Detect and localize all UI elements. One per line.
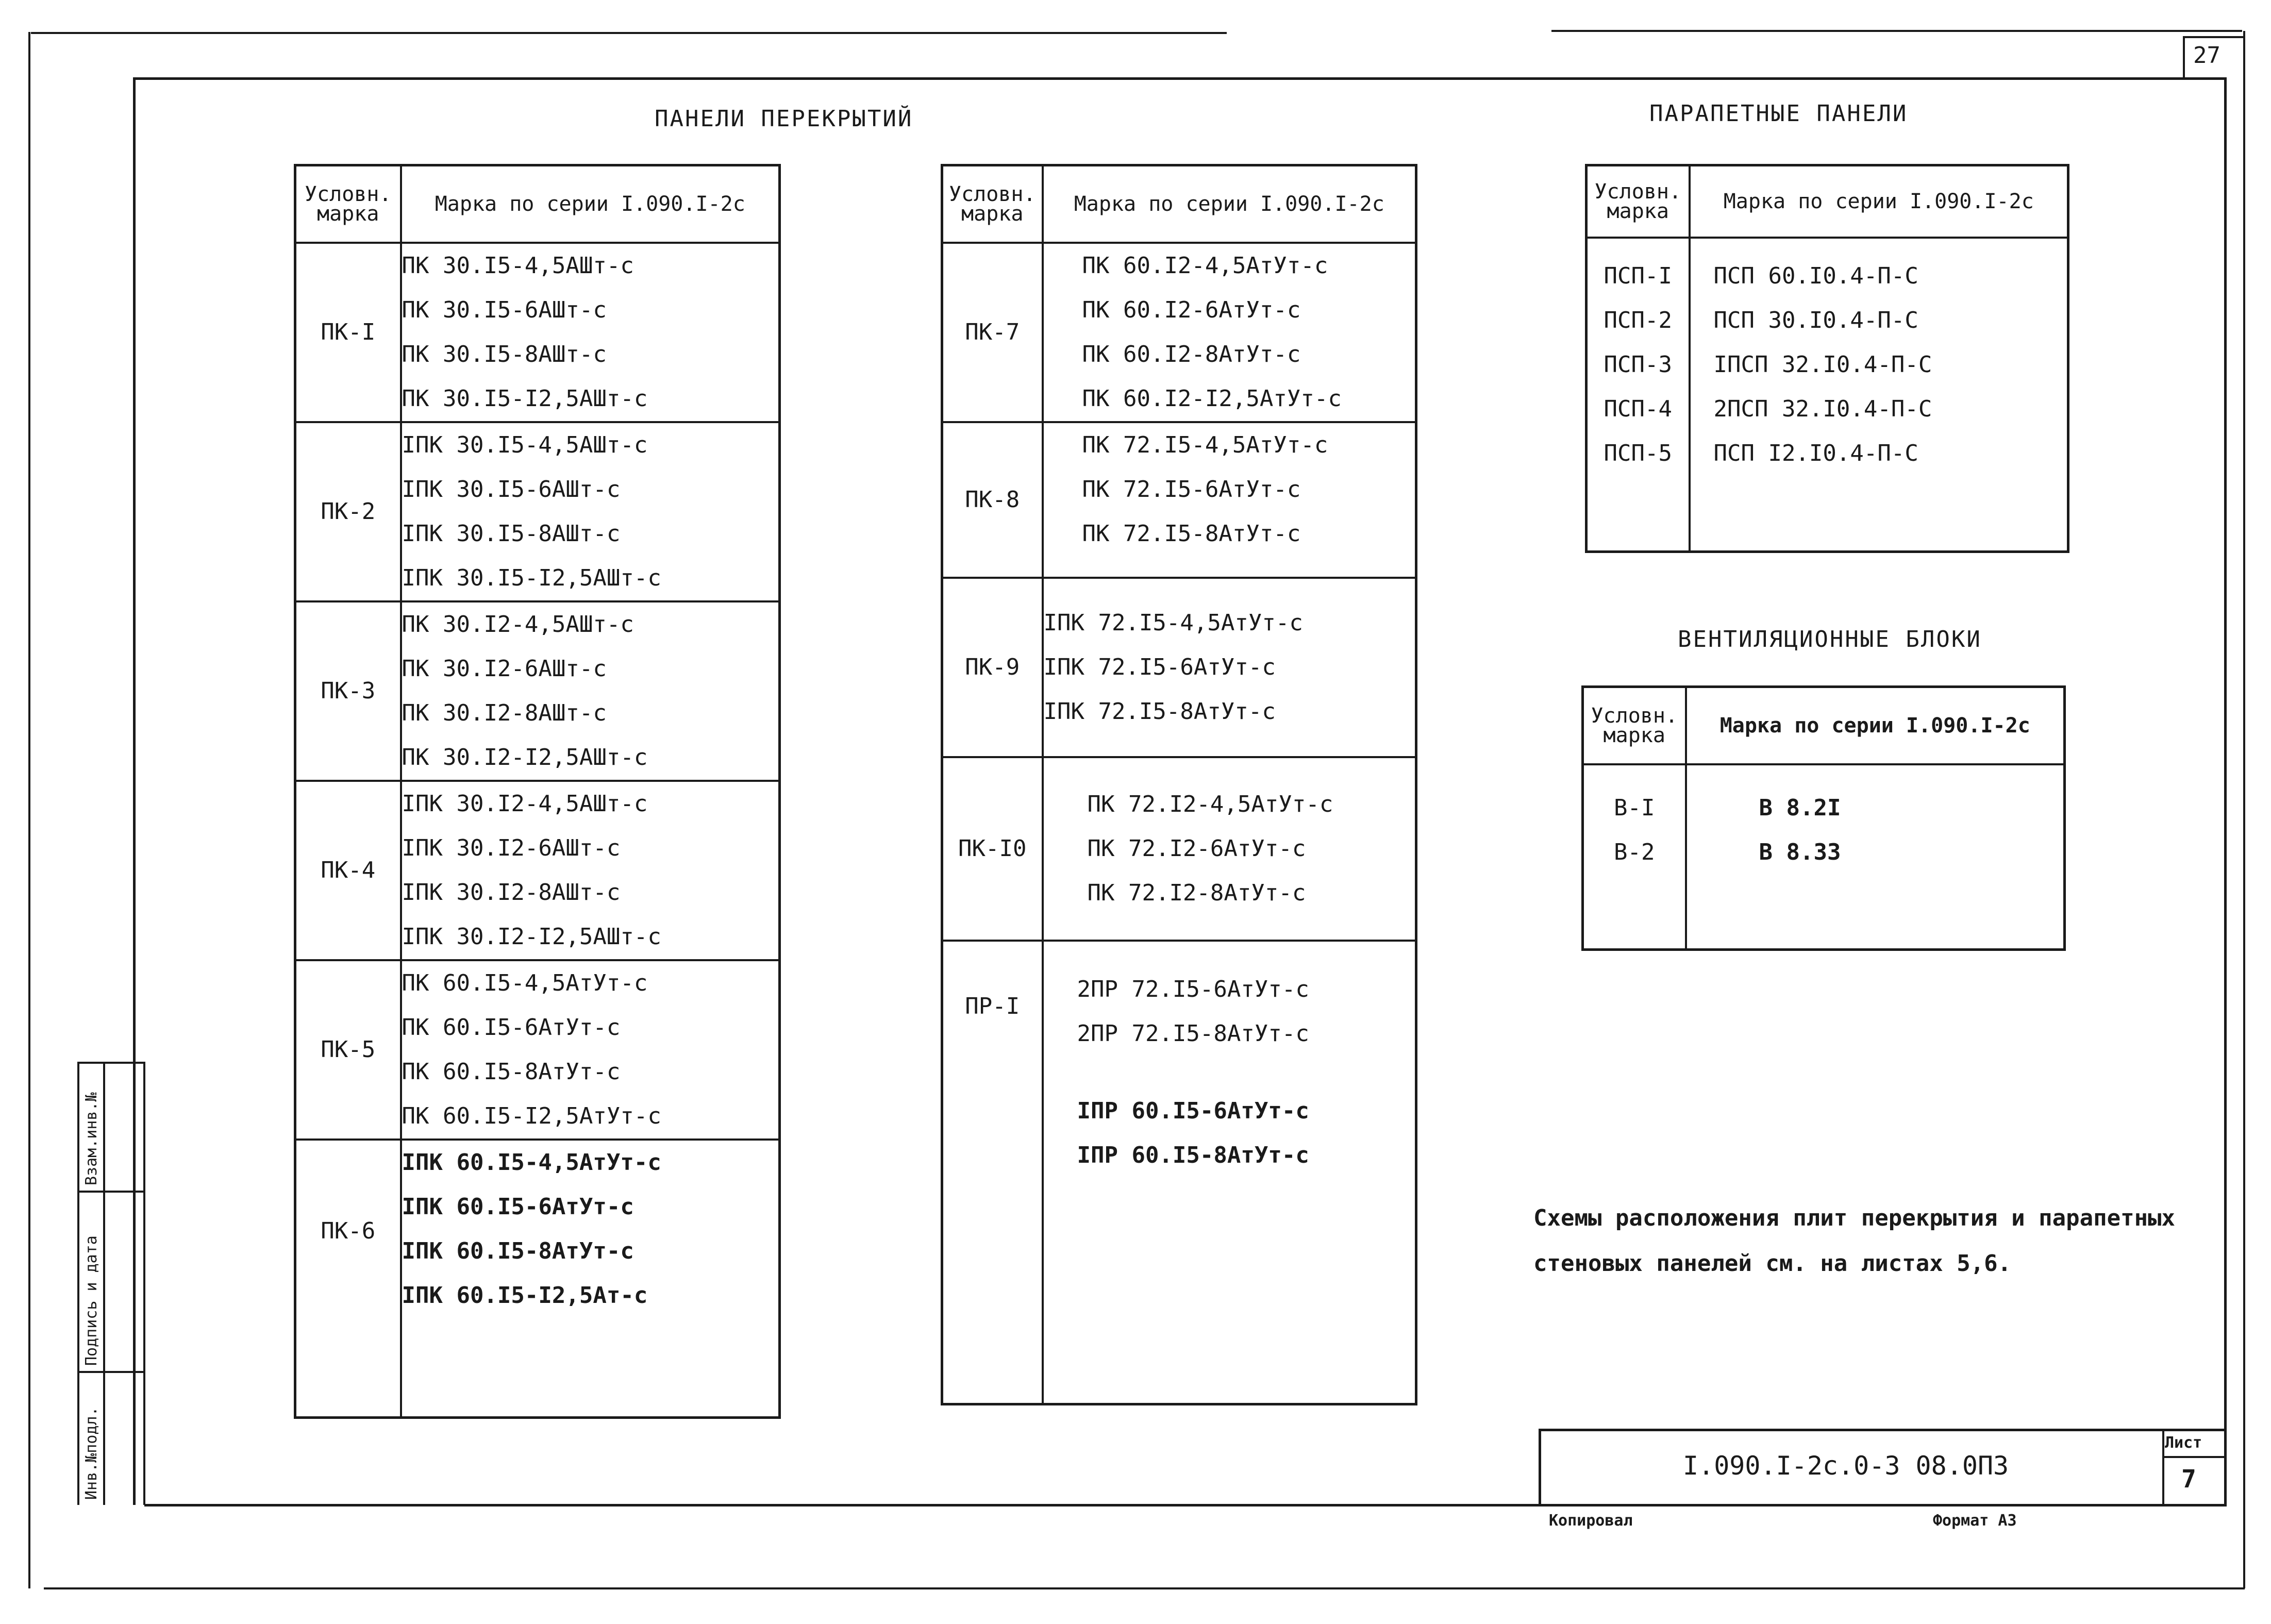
header-cond-mark: Условн. марка xyxy=(1583,687,1686,764)
list-item: IПК 30.I2-8АШт-с xyxy=(402,879,621,906)
list-item: В 8.33 xyxy=(1759,839,1841,865)
list-item: IПР 60.I5-8АтУт-с xyxy=(1077,1142,1309,1168)
list-item: IПК 30.I5-4,5АШт-с xyxy=(402,431,648,458)
table-row xyxy=(942,243,1416,422)
header-cond-mark: Условн. марка xyxy=(1587,165,1690,238)
drawing-code: I.090.I-2с.0-3 08.0ПЗ xyxy=(1683,1451,2009,1481)
table-row xyxy=(1587,238,2068,552)
header-series-mark: Марка по серии I.090.I-2с xyxy=(1686,687,2065,764)
list-item: IПК 30.I5-I2,5АШт-с xyxy=(402,564,661,591)
table-row xyxy=(942,941,1416,1404)
list-item: IПК 72.I5-4,5АтУт-с xyxy=(1043,609,1303,636)
list-item: ПК 30.I2-I2,5АШт-с xyxy=(402,744,648,771)
inv-orig-label: Инв.№подл. xyxy=(82,1407,101,1500)
list-item: ПК 72.I2-6АтУт-с xyxy=(1087,835,1306,862)
row-mark: ПСП-3 xyxy=(1604,351,1672,378)
list-item: IПР 60.I5-6АтУт-с xyxy=(1077,1097,1309,1124)
list-item: ПК 60.I2-4,5АтУт-с xyxy=(1082,252,1328,279)
header-series-mark: Марка по серии I.090.I-2с xyxy=(401,165,780,243)
row-mark: ПК-6 xyxy=(295,1140,401,1418)
list-item: ПСП 30.I0.4-П-С xyxy=(1713,307,1918,333)
list-item: IПК 30.I2-4,5АШт-с xyxy=(402,790,648,817)
list-item: ПК 72.I5-8АтУт-с xyxy=(1082,520,1301,547)
table-row xyxy=(942,578,1416,757)
table-row xyxy=(295,422,780,601)
list-item: IПК 72.I5-8АтУт-с xyxy=(1043,698,1276,725)
list-item: 2ПР 72.I5-6АтУт-с xyxy=(1077,976,1309,1002)
list-item: ПК 60.I5-6АтУт-с xyxy=(402,1014,621,1041)
format-label: Формат А3 xyxy=(1933,1512,2017,1530)
list-item: ПК 60.I5-4,5АтУт-с xyxy=(402,969,648,996)
list-item: ПК 60.I2-6АтУт-с xyxy=(1082,296,1301,323)
list-item: 2ПР 72.I5-8АтУт-с xyxy=(1077,1020,1309,1047)
list-item: ПК 60.I5-I2,5АтУт-с xyxy=(402,1102,661,1129)
header-series-mark: Марка по серии I.090.I-2с xyxy=(1690,165,2068,238)
row-mark: ПК-I0 xyxy=(942,757,1043,941)
list-item: ПК 30.I5-8АШт-с xyxy=(402,341,607,367)
list-item: IПК 30.I5-8АШт-с xyxy=(402,520,621,547)
note-line-2: стеновых панелей см. на листах 5,6. xyxy=(1533,1250,2012,1277)
header-cond-mark: Условн. марка xyxy=(942,165,1043,243)
list-item: ПК 60.I5-8АтУт-с xyxy=(402,1058,621,1085)
sheet-number-top: 27 xyxy=(2193,42,2220,69)
table-row xyxy=(942,757,1416,941)
row-mark: ПК-9 xyxy=(942,578,1043,757)
row-mark: ПК-7 xyxy=(942,243,1043,422)
list-item: IПК 60.I5-I2,5Ат-с xyxy=(402,1282,648,1309)
list-item: IПСП 32.I0.4-П-С xyxy=(1713,351,1932,378)
list-item: ПСП 60.I0.4-П-С xyxy=(1713,262,1918,289)
row-mark: ПК-4 xyxy=(295,781,401,960)
parapet-table xyxy=(1585,164,2069,553)
note-line-1: Схемы расположения плит перекрытия и парапетных xyxy=(1533,1205,2176,1231)
row-mark: ПСП-5 xyxy=(1604,440,1672,466)
list-item: ПК 30.I5-I2,5АШт-с xyxy=(402,385,648,412)
list-item: IПК 30.I2-6АШт-с xyxy=(402,834,621,861)
table-row xyxy=(295,781,780,960)
list-item: ПК 30.I2-8АШт-с xyxy=(402,699,607,726)
row-mark: В-2 xyxy=(1614,839,1655,865)
row-mark: ПК-2 xyxy=(295,422,401,601)
row-mark: ПК-8 xyxy=(942,422,1043,578)
list-item: 2ПСП 32.I0.4-П-С xyxy=(1713,395,1932,422)
row-mark: ПСП-4 xyxy=(1604,395,1672,422)
list-item: ПК 30.I5-4,5АШт-с xyxy=(402,252,634,279)
table-row xyxy=(295,1140,780,1418)
row-mark: ПР-I xyxy=(942,941,1043,1404)
list-item: ПК 30.I2-6АШт-с xyxy=(402,655,607,682)
header-series-mark: Марка по серии I.090.I-2с xyxy=(1043,165,1416,243)
sheet-value: 7 xyxy=(2181,1465,2196,1494)
title-vent-blocks: ВЕНТИЛЯЦИОННЫЕ БЛОКИ xyxy=(1678,626,1982,652)
table-row xyxy=(295,601,780,781)
list-item: ПСП I2.I0.4-П-С xyxy=(1713,440,1918,466)
table-row xyxy=(942,422,1416,578)
list-item: IПК 60.I5-6АтУт-с xyxy=(402,1193,634,1220)
list-item: ПК 30.I5-6АШт-с xyxy=(402,296,607,323)
list-item: ПК 72.I5-4,5АтУт-с xyxy=(1082,431,1328,458)
vent-table xyxy=(1581,685,2066,951)
list-item: ПК 72.I5-6АтУт-с xyxy=(1082,476,1301,503)
list-item: IПК 60.I5-8АтУт-с xyxy=(402,1237,634,1264)
row-mark: ПК-5 xyxy=(295,960,401,1140)
floor-table-left xyxy=(294,164,781,1419)
list-item: IПК 72.I5-6АтУт-с xyxy=(1043,654,1276,680)
row-mark: В-I xyxy=(1614,794,1655,821)
list-spacer xyxy=(1077,1056,1415,1089)
title-floor-panels: ПАНЕЛИ ПЕРЕКРЫТИЙ xyxy=(655,106,913,132)
list-item: В 8.2I xyxy=(1759,794,1841,821)
list-item: IПК 30.I2-I2,5АШт-с xyxy=(402,923,661,950)
list-item: ПК 60.I2-8АтУт-с xyxy=(1082,341,1301,367)
sign-date-label: Подпись и дата xyxy=(82,1235,101,1366)
row-mark: ПСП-I xyxy=(1604,262,1672,289)
list-item: ПК 72.I2-4,5АтУт-с xyxy=(1087,791,1333,817)
row-mark: ПСП-2 xyxy=(1604,307,1672,333)
inv-replace-label: Взам.инв.№ xyxy=(82,1092,101,1185)
row-mark: ПК-I xyxy=(295,243,401,422)
list-item: ПК 60.I2-I2,5АтУт-с xyxy=(1082,385,1342,412)
title-parapet-panels: ПАРАПЕТНЫЕ ПАНЕЛИ xyxy=(1649,101,1908,127)
table-row xyxy=(295,243,780,422)
sheet-label: Лист xyxy=(2165,1434,2202,1452)
list-item: IПК 30.I5-6АШт-с xyxy=(402,476,621,503)
table-row xyxy=(1583,764,2065,950)
list-item: ПК 72.I2-8АтУт-с xyxy=(1087,879,1306,906)
row-mark: ПК-3 xyxy=(295,601,401,781)
table-row xyxy=(295,960,780,1140)
list-item: ПК 30.I2-4,5АШт-с xyxy=(402,611,634,638)
copied-label: Копировал xyxy=(1549,1512,1633,1530)
list-item: IПК 60.I5-4,5АтУт-с xyxy=(402,1149,661,1176)
floor-table-right xyxy=(941,164,1417,1405)
header-cond-mark: Условн. марка xyxy=(295,165,401,243)
